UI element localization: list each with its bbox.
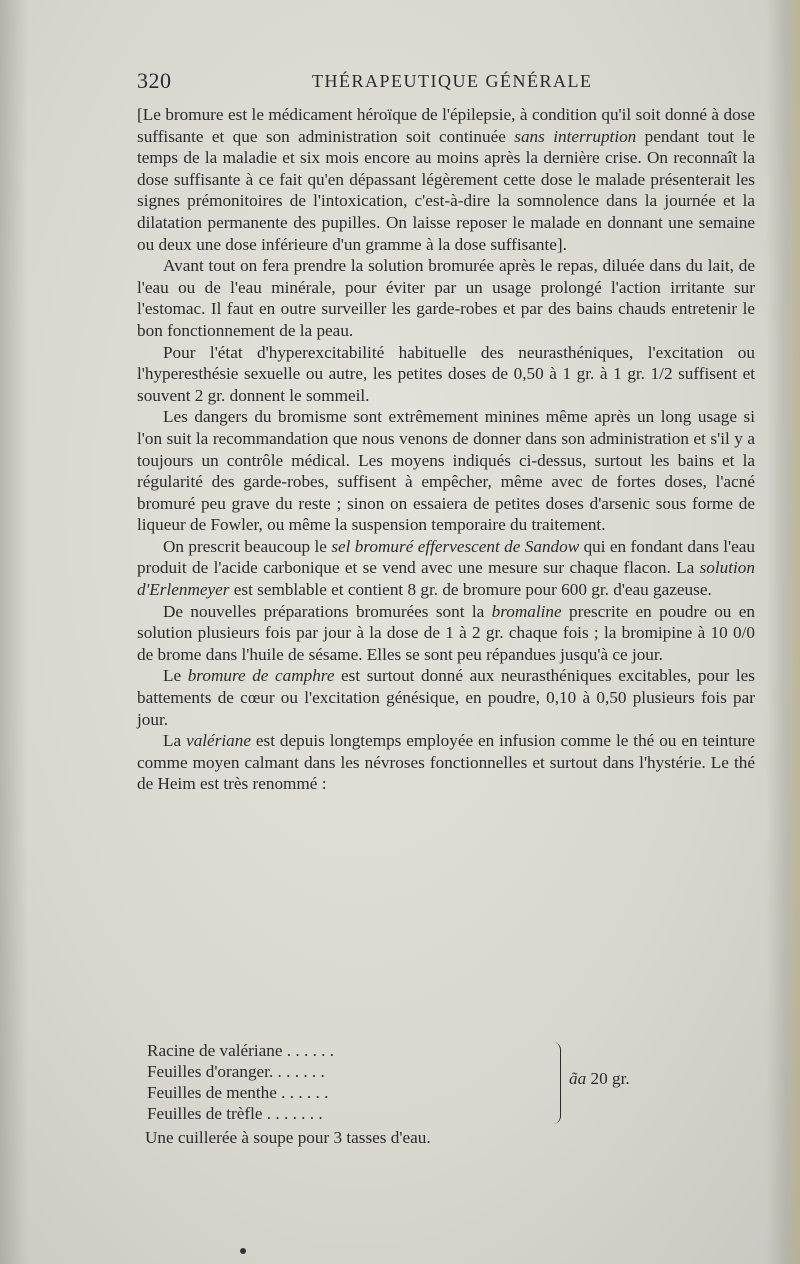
text-run: La [163, 731, 187, 751]
text-run: Pour l'état d'hyperexcitabilité habituelle des neurasthéniques, l'excitation ou l'hyperesthésie sexuelle ou autre, les petites doses de 0,50 à 1 gr. à 1 gr. 1/2 suffisent et souvent 2 gr. donnent le sommeil. [137, 342, 755, 405]
emphasis-text: sel bromuré effervescent de Sandow [331, 536, 580, 556]
text-run: [Le bromure est le médicament héroïque de l'épilepsie, à condition qu'il soit donné à dose suffisante et que son administration soit continuée [137, 105, 755, 146]
emphasis-text: bromaline [491, 601, 562, 621]
recipe-item: Feuilles de trèfle . . . . . . . [147, 1104, 323, 1123]
emphasis-text: bromure de camphre [187, 666, 335, 686]
recipe-item: Feuilles de menthe . . . . . . [147, 1083, 329, 1102]
paragraph [137, 406, 755, 536]
text-run: De nouvelles préparations bromurées sont la [163, 601, 492, 621]
page-edge-discoloration [766, 0, 800, 1264]
recipe-dose-prefix: ãa [569, 1069, 587, 1088]
paragraph [137, 665, 755, 730]
paragraph [137, 536, 755, 601]
recipe-item: Feuilles d'oranger. . . . . . . [147, 1062, 325, 1081]
paragraph [137, 601, 755, 666]
text-run: pendant tout le temps de la maladie et six mois encore au moins après la dernière crise. On reconnaît la dose suffisante à ce fait qu'en dépassant légèrement cette dose le malade présenterait les signes prémonitoires de l'intoxication, c'est-à-dire la somnolence dans la journée et la dilatation permanente des pupilles. On laisse reposer le malade en donnant une semaine ou deux une dose inférieure d'un gramme à la dose suffisante]. [137, 126, 755, 254]
text-run: Les dangers du bromisme sont extrêmement minines même après un long usage si l'on suit la recommandation que nous venons de donner dans son administration et s'il y a toujours un contrôle médical. Les moyens indiqués ci-dessus, surtout les bains et la régularité des garde-robes, suffisent à empêcher, même avec de fortes doses, l'acné bromuré peu grave du reste ; sinon on essaiera de petites doses d'arsenic sous forme de liqueur de Fowler, ou même la suspension temporaire du traitement. [137, 407, 755, 535]
text-run: prescrite en poudre ou en solution plusieurs fois par jour à la dose de 1 à 2 gr. chaque fois ; la bromipine à 10 0/0 de brome dans l'huile de sésame. Elles se sont peu répandues jusqu'à ce jour. [137, 601, 755, 664]
recipe-instruction: Une cuillerée à soupe pour 3 tasses d'eau. [145, 1128, 431, 1147]
text-run: On prescrit beaucoup le [163, 536, 332, 556]
paragraph [137, 104, 755, 255]
paragraph [137, 255, 755, 341]
paragraph [137, 342, 755, 407]
paragraph [137, 730, 755, 795]
emphasis-text: sans interruption [514, 126, 637, 146]
text-run: Avant tout on fera prendre la solution bromurée après le repas, diluée dans du lait, de l'eau ou de l'eau minérale, pour éviter par un usage prolongé l'action irritante sur l'estomac. Il faut en outre surveiller les garde-robes et par des bains chauds entretenir le bon fonctionnement de la peau. [137, 256, 755, 340]
ink-speck [240, 1248, 246, 1254]
text-run: est semblable et contient 8 gr. de bromure pour 600 gr. d'eau gazeuse. [229, 580, 712, 600]
recipe-item: Racine de valériane . . . . . . [147, 1041, 335, 1060]
running-header [137, 68, 637, 98]
recipe-dose [569, 1068, 630, 1090]
text-run: est depuis longtemps employée en infusion comme le thé ou en teinture comme moyen calmant dans les névroses fonctionnelles et surtout dans l'hystérie. Le thé de Heim est très renommé : [137, 731, 755, 794]
page-gutter-shadow [0, 0, 28, 1264]
emphasis-text: valériane [186, 731, 251, 751]
text-run: Le [163, 666, 188, 686]
body-text [137, 104, 755, 795]
page-number: 320 [137, 68, 172, 93]
recipe-brace [550, 1042, 561, 1124]
running-title: THÉRAPEUTIQUE GÉNÉRALE [312, 71, 593, 91]
recipe-dose-amount: 20 gr. [590, 1069, 630, 1088]
text-run: est surtout donné aux neurasthéniques excitables, pour les battements de cœur ou l'excitation génésique, en poudre, 0,10 à 0,50 plusieurs fois par jour. [137, 666, 755, 729]
text-run: qui en fondant dans l'eau produit de l'acide carbonique et se vend avec une mesure sur chaque flacon. La [137, 536, 755, 578]
emphasis-text: solution d'Erlenmeyer [137, 558, 755, 600]
